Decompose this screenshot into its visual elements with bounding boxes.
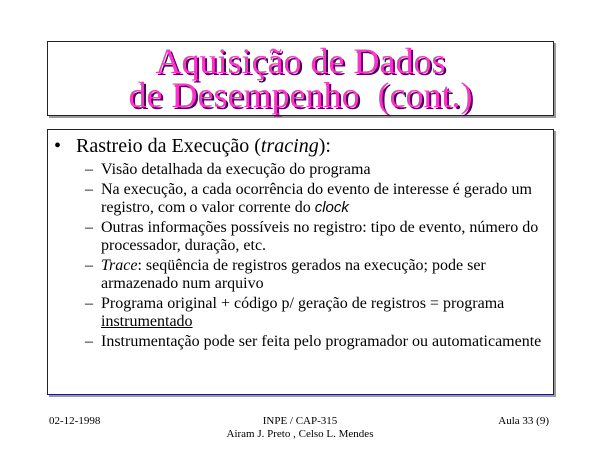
dash-icon: – bbox=[85, 161, 93, 178]
dash-icon: – bbox=[85, 219, 93, 236]
dash-icon: – bbox=[85, 333, 93, 350]
sub-item-trace bbox=[75, 257, 545, 293]
dash-icon: – bbox=[85, 181, 93, 198]
sub-item-record-generation bbox=[75, 181, 545, 217]
dash-icon: – bbox=[85, 257, 93, 274]
dash-icon: – bbox=[85, 295, 93, 312]
sub-item-instrumentation-method bbox=[75, 333, 545, 351]
main-bullet bbox=[54, 135, 331, 157]
slide-title bbox=[48, 41, 553, 115]
title-line-2: de Desempenho (cont.) bbox=[128, 75, 473, 115]
sub-item-text: Outras informações possíveis no registro: tipo de evento, número do processador, duração, etc. bbox=[101, 219, 539, 254]
sub-item-text: Programa original + código p/ geração de registros = programa bbox=[101, 295, 505, 312]
sub-item-text: Visão detalhada da execução do programa bbox=[101, 161, 371, 178]
main-bullet-italic: tracing bbox=[260, 135, 319, 157]
title-box bbox=[47, 41, 554, 116]
main-bullet-text-suffix: ): bbox=[318, 135, 331, 157]
footer-org: INPE / CAP-315 bbox=[262, 415, 338, 427]
sub-item-other-info bbox=[75, 219, 545, 255]
footer-date: 02-12-1998 bbox=[49, 415, 101, 427]
footer-page-number: Aula 33 (9) bbox=[498, 415, 549, 427]
footer-authors: Airam J. Preto , Celso L. Mendes bbox=[226, 428, 374, 440]
sub-item-overview bbox=[75, 161, 545, 179]
sub-bullet-list bbox=[75, 161, 545, 353]
sub-item-italic: clock bbox=[314, 199, 349, 216]
sub-item-instrumented bbox=[75, 295, 545, 331]
content-box bbox=[47, 129, 554, 395]
bullet-dot-icon: • bbox=[54, 135, 62, 157]
sub-item-underlined: instrumentado bbox=[101, 313, 193, 330]
title-line-1: Aquisição de Dados bbox=[155, 41, 446, 81]
main-bullet-text-prefix: Rastreio da Execução ( bbox=[76, 135, 261, 157]
sub-item-text: : seqüência de registros gerados na execução; pode ser armazenado num arquivo bbox=[101, 257, 486, 292]
sub-item-italic: Trace bbox=[101, 257, 138, 274]
sub-item-text: Na execução, a cada ocorrência do evento de interesse é gerado um registro, com o valor corrente do bbox=[101, 181, 532, 216]
sub-item-text: Instrumentação pode ser feita pelo programador ou automaticamente bbox=[101, 333, 542, 350]
